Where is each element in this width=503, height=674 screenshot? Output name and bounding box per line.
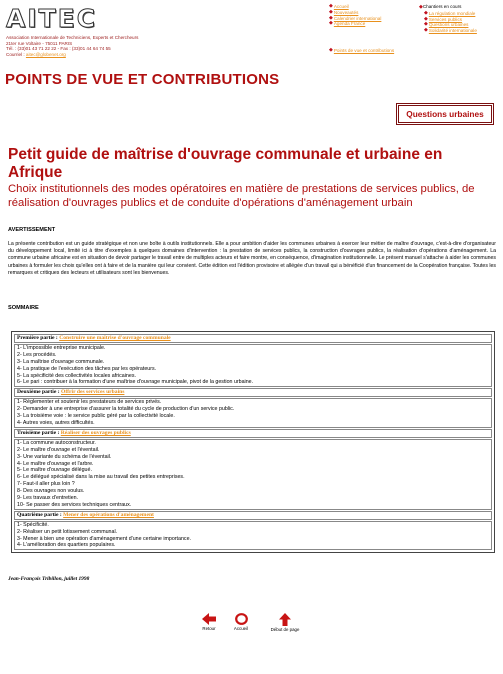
section-title: POINTS DE VUE ET CONTRIBUTIONS [5, 71, 280, 88]
list-item: 7- Faut-il aller plus loin ? [17, 481, 75, 488]
part-heading: Quatrième partie : Mener des opérations d'aménagement [14, 511, 492, 520]
warning-heading: AVERTISSEMENT [8, 227, 56, 233]
home-button[interactable] [225, 613, 257, 631]
part-items [14, 439, 492, 510]
main-nav [329, 4, 394, 54]
list-item: 2- Réaliser un petit lotissement communal. [17, 528, 118, 535]
chantier-link-solidarite[interactable]: Solidarité internationale [428, 28, 477, 34]
part-items [14, 344, 492, 387]
email-label: Courriel : [6, 51, 26, 57]
list-item: 3- La troisième voie : le service public géré par la collectivité locale. [17, 413, 175, 420]
org-name: Association Internationale de Techniciens, Experts et Chercheurs [6, 35, 139, 40]
org-address: 21ter rue Voltaire - 75011 PARIS [6, 40, 73, 46]
chantiers-heading: ◆Chantiers en cours [419, 4, 462, 10]
part-items [14, 398, 492, 428]
list-item: 3- La maîtrise d'ouvrage communale. [17, 358, 105, 365]
table-row [14, 429, 492, 438]
list-item: 10- Se passer des services techniques centraux. [17, 501, 132, 508]
list-item: 1- Réglementer et soutenir les prestateurs de services privés. [17, 399, 162, 406]
intro-paragraph: La présente contribution est un guide stratégique et non une boîte à outils institutionnels. Elle a pour ambition d'aider les communes urbaines à exercer leur métier de maître d'ouvrage, c'est-à-dire d'organisateur du développement local, limité ici à titre d'exemples à quelques domaines d'intervention : la prestation de services publics, la construction d'ouvrages publics, la réalisation d'opérations d'aménagement. La commune urbaine africaine est en situation de devoir partager le travail entre de multiples acteurs et faire montre, en conséquence, d'imagination institutionnelle. Le présent manuel s'attache à aider les communes urbaines à formuler les choix qu'elles ont à faire et de la manière qui leur convient. Cette édition est l'édition provisoire et allégée d'un travail qui a bénéficié d'un financement de la Coopération française. Toutes les remarques et critiques des lecteurs et utilisateurs sont les bienvenues. [8, 241, 496, 276]
list-item: 4- La pratique de l'exécution des tâches par les opérateurs. [17, 365, 157, 372]
part-link[interactable]: Mener des opérations d'aménagement [63, 511, 154, 518]
part-heading: Deuxième partie : Offrir des services urbains [14, 388, 492, 397]
bullet-icon: ◆ [329, 20, 333, 27]
nav-link-accueil[interactable]: Accueil [333, 4, 349, 9]
part-heading: Première partie : Construire une maîtrise d'ouvrage communale [14, 334, 492, 343]
part-link[interactable]: Réaliser des ouvrages publics [60, 429, 131, 436]
part-link[interactable]: Offrir des services urbains [60, 389, 125, 396]
bullet-icon: ◆ [329, 3, 333, 9]
org-email-row [6, 52, 138, 58]
org-info [6, 35, 138, 57]
back-button[interactable] [193, 613, 225, 631]
category-box [396, 103, 494, 125]
chantiers-nav [419, 4, 477, 34]
summary-heading: SOMMAIRE [8, 305, 39, 311]
list-item: 5- Le maître d'ouvrage délégué. [17, 467, 92, 474]
bullet-icon: ◆ [424, 21, 428, 28]
part-link[interactable]: Construire une maîtrise d'ouvrage communale [59, 335, 171, 341]
table-row [14, 511, 492, 520]
chantier-item[interactable] [419, 28, 477, 34]
email-link[interactable]: aitec@globenet.org [25, 51, 66, 57]
list-item: 4- Le maître d'ouvrage et l'arbre. [17, 460, 94, 467]
list-item: 2- Les procédés. [17, 351, 57, 358]
list-item: 4- L'amélioration des quartiers populaires. [17, 542, 116, 549]
table-row [14, 439, 492, 510]
bullet-icon: ◆ [329, 8, 333, 15]
top-button[interactable] [267, 613, 303, 632]
nav-link-points-de-vue[interactable]: Points de vue et contributions [333, 48, 395, 54]
nav-link-calendrier[interactable]: Calendrier international [333, 15, 382, 21]
part-items [14, 521, 492, 551]
bullet-icon: ◆ [329, 47, 333, 54]
table-row [14, 521, 492, 551]
table-row [14, 398, 492, 428]
table-row [14, 344, 492, 387]
summary-table [11, 331, 495, 553]
chantier-link-regulation[interactable]: La régulation mondiale [428, 10, 476, 16]
back-label: Retour [202, 626, 216, 631]
list-item: 6- Le pari : contribuer à la formation d'une maîtrise d'ouvrage municipale, pivot de la gestion urbaine. [17, 379, 254, 386]
bullet-icon: ◆ [329, 14, 333, 21]
bullet-icon: ◆ [424, 15, 428, 22]
list-item: 5- La spécificité des collectivités locales africaines. [17, 372, 136, 379]
nav-link-agenda[interactable]: Agenda France [333, 21, 366, 27]
table-row [14, 334, 492, 343]
list-item: 1- Spécificité. [17, 521, 49, 528]
home-ring-icon [235, 613, 248, 625]
top-label: Début de page [270, 627, 300, 632]
org-phone: Tél. : (33)01 43 71 22 22 - Fax : (33)01 44 64 74 55 [6, 46, 111, 52]
list-item: 3- Mener à bien une opération d'aménagement d'une certaine importance. [17, 535, 191, 542]
article-title: Petit guide de maîtrise d'ouvrage communale et urbaine en Afrique [8, 146, 443, 181]
category-label: Questions urbaines [398, 105, 492, 123]
list-item: 3- Une variante du schéma de l'éventail. [17, 453, 112, 460]
article-subtitle: Choix institutionnels des modes opératoires en matière de prestations de services publics, de réalisation d'ouvrages publics et de conduite d'opérations d'aménagement urbain [8, 183, 475, 209]
arrow-left-icon [202, 613, 216, 625]
list-item: 6- Le délégué spécialisé dans la mise au travail des petites entreprises. [17, 474, 185, 481]
list-item: 1- La commune autoconstructeur. [17, 439, 96, 446]
bullet-icon: ◆ [424, 27, 428, 34]
list-item: 8- Des ouvrages non voulus. [17, 488, 85, 495]
list-item: 4- Autres voies, autres difficultés. [17, 419, 95, 426]
nav-item[interactable] [329, 48, 394, 54]
chantier-link-services[interactable]: Services publics [428, 16, 463, 22]
part-heading: Troisième partie : Réaliser des ouvrages publics [14, 429, 492, 438]
list-item: 2- Le maître d'ouvrage et l'éventail. [17, 446, 100, 453]
home-label: Accueil [233, 626, 249, 631]
list-item: 1- L'impossible entreprise municipale. [17, 344, 106, 351]
list-item: 2- Demander à une entreprise d'assurer la totalité du cycle de production d'un service public. [17, 406, 235, 413]
author-signature: Jean-François Tribillon, juillet 1998 [8, 576, 90, 582]
bullet-icon: ◆ [419, 4, 423, 10]
chantier-link-urbaines[interactable]: Questions urbaines [428, 22, 469, 28]
list-item: 9- Les travaux d'entretien. [17, 495, 79, 502]
arrow-up-icon [279, 613, 291, 626]
nav-item[interactable] [329, 21, 394, 27]
bullet-icon: ◆ [424, 9, 428, 16]
nav-link-nouveautes[interactable]: Nouveautés [333, 9, 359, 15]
aitec-logo[interactable]: AITEC [6, 4, 98, 33]
table-row [14, 388, 492, 397]
